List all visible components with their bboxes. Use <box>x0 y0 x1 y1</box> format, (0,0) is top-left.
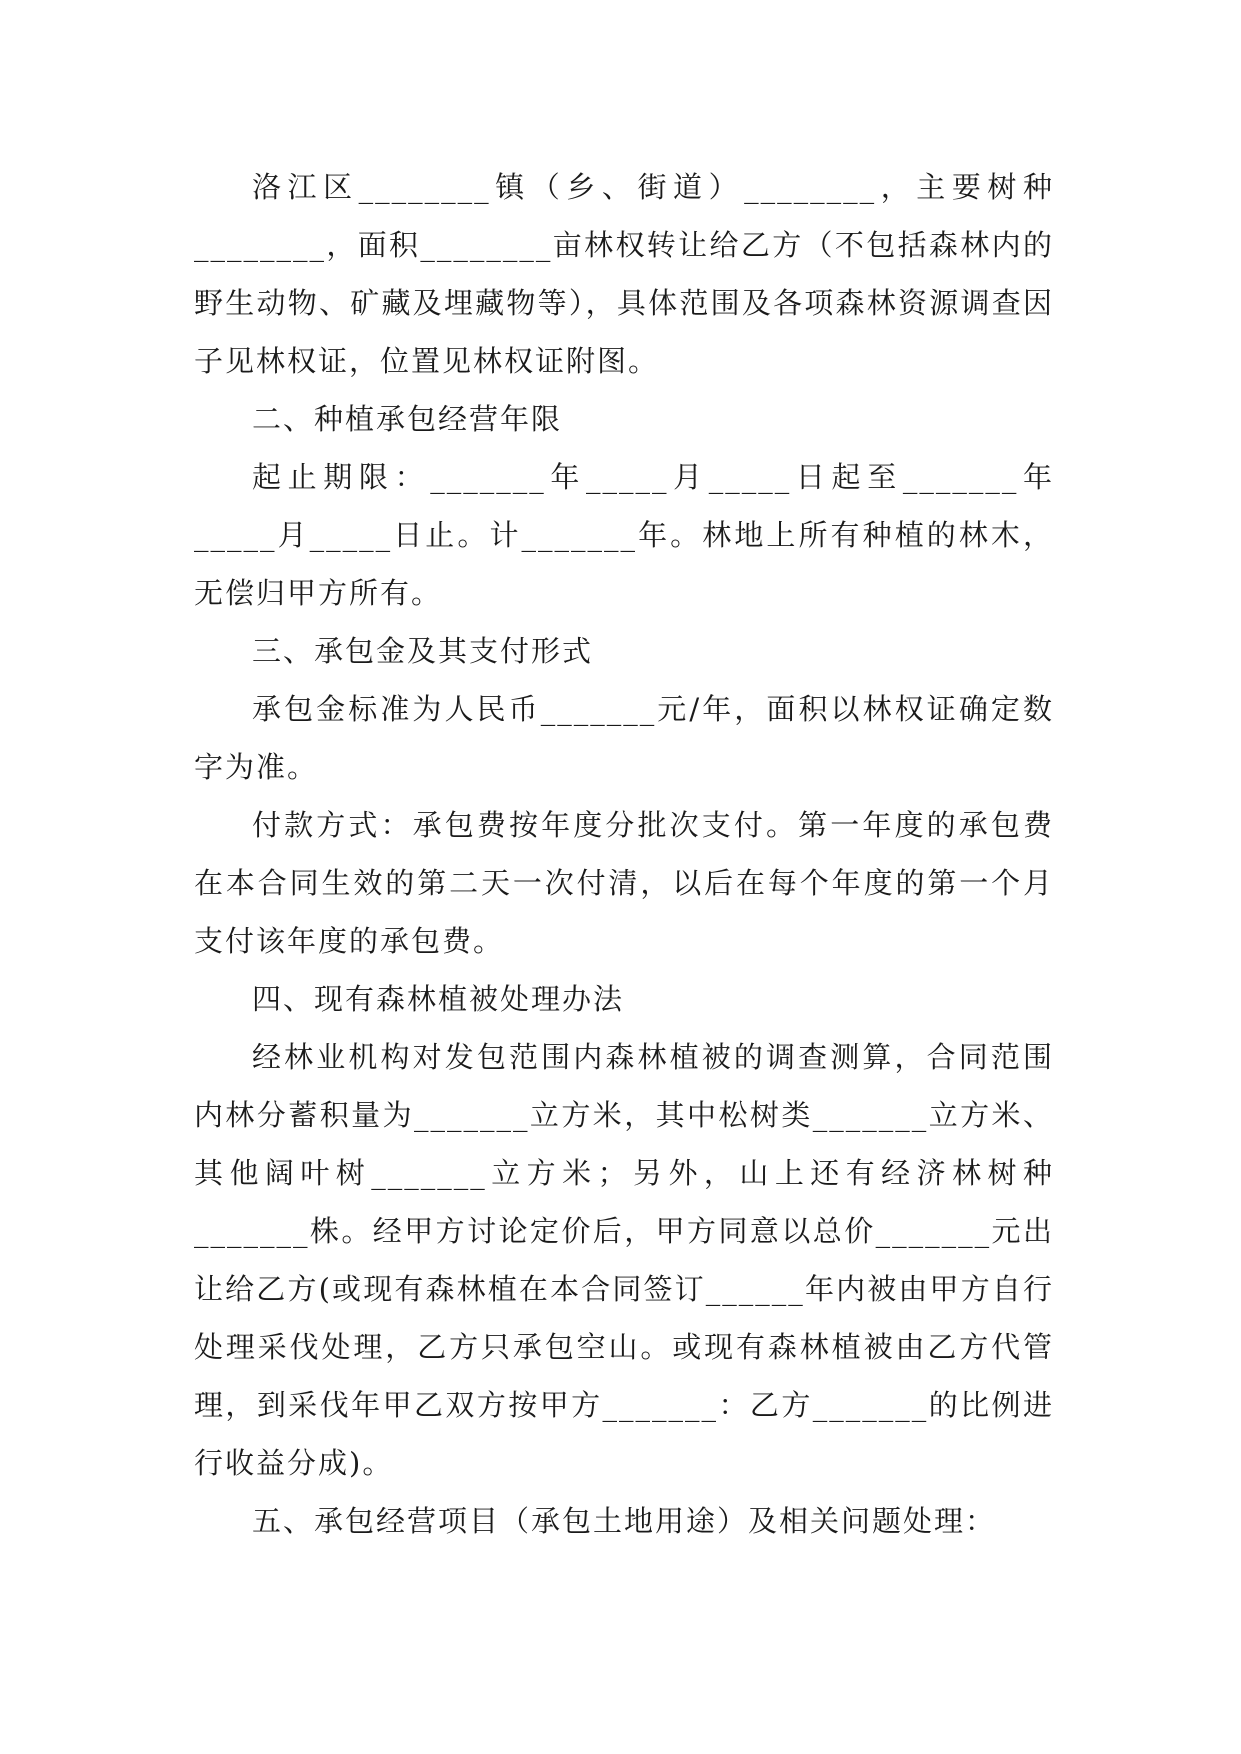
paragraph-payment-method: 付款方式：承包费按年度分批次支付。第一年度的承包费在本合同生效的第二天一次付清，以后在每个年度的第一个月支付该年度的承包费。 <box>194 808 1054 958</box>
document-body <box>194 158 1054 1550</box>
paragraph-vegetation-handling: 经林业机构对发包范围内森林植被的调查测算，合同范围内林分蓄积量为_______立方米，其中松树类_______立方米、其他阔叶树_______立方米；另外，山上还有经济林树种_______株。经甲方讨论定价后，甲方同意以总价_______元出让给乙方(或现有森林植在本合同签订______年内被由甲方自行处理采伐处理，乙方只承包空山。或现有森林植被由乙方代管理，到采伐年甲乙双方按甲方_______：乙方_______的比例进行收益分成)。 <box>194 1040 1054 1480</box>
paragraph-term-period: 起止期限：_______年_____月_____日起至_______年_____月_____日止。计_______年。林地上所有种植的林木，无偿归甲方所有。 <box>194 460 1054 610</box>
paragraph-transfer-details: 洛江区________镇（乡、街道）________，主要树种________，面积________亩林权转让给乙方（不包括森林内的野生动物、矿藏及埋藏物等），具体范围及各项森林资源调查因子见林权证，位置见林权证附图。 <box>194 170 1054 378</box>
section-heading-vegetation: 四、现有森林植被处理办法 <box>252 982 625 1016</box>
paragraph-payment-standard: 承包金标准为人民币_______元/年，面积以林权证确定数字为准。 <box>194 692 1054 784</box>
section-heading-projects: 五、承包经营项目（承包土地用途）及相关问题处理： <box>252 1504 997 1538</box>
section-heading-payment: 三、承包金及其支付形式 <box>252 634 594 668</box>
section-heading-term: 二、种植承包经营年限 <box>252 402 563 436</box>
